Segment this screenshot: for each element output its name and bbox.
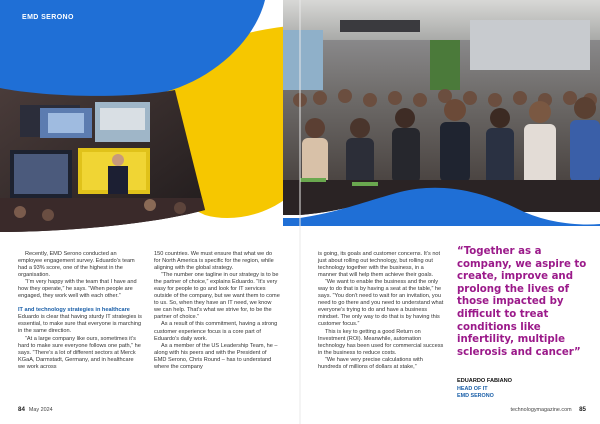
footer-left bbox=[18, 406, 53, 413]
paragraph: This is key to getting a good Return on Investment (ROI). Meanwhile, automation technology has been used for commercial success in the business to reduce costs. bbox=[318, 328, 444, 356]
gutter bbox=[300, 0, 301, 424]
body-column-2 bbox=[154, 251, 280, 371]
body-column-3 bbox=[318, 251, 444, 371]
role-line: HEAD OF IT bbox=[457, 386, 488, 392]
stage-photo bbox=[0, 85, 210, 238]
brand-label: EMD SERONO bbox=[22, 14, 74, 21]
paragraph: “We want to enable the business and the only way to do that is by having a seat at the table,” he says. “You don’t need to wait for an invitation, you need to go there and you need to understand what everyone’s trying to do and have a business mindset. The only way to do that is by having this customer focus.” bbox=[318, 279, 444, 328]
paragraph: 150 countries. We must ensure that what we do for North America is specific for the region, while aligning with the global strategy. bbox=[154, 251, 274, 272]
paragraph: Recently, EMD Serono conducted an employee engagement survey. Eduardo’s team had a 93% score, one of the highest in the organisation. bbox=[18, 251, 135, 279]
footer-right bbox=[510, 406, 586, 413]
paragraph: Eduardo is clear that having sturdy IT strategies is essential, to make sure that everyone is marching in the same direction. bbox=[18, 314, 142, 335]
paragraph: As a result of this commitment, having a strong customer experience focus is a core part of Eduardo’s daily work. bbox=[154, 321, 278, 342]
paragraph: is going, its goals and customer concerns. It’s not just about rolling out technology, but rolling out technology together with the business, in a manner that will help them achieve their goals. bbox=[318, 251, 441, 279]
audience-photo bbox=[283, 0, 600, 220]
paragraph: “We have very precise calculations with hundreds of millions of dollars at stake,” bbox=[318, 356, 423, 370]
quote-attribution-role bbox=[457, 386, 494, 399]
role-line: EMD SERONO bbox=[457, 392, 494, 399]
pull-quote: “Together as a company, we aspire to create, improve and prolong the lives of those impacted by difficult to treat conditions like infertility, multiple sclerosis and cancer” bbox=[457, 246, 587, 358]
issue-date: May 2024 bbox=[28, 407, 53, 413]
paragraph: “The number one tagline in our strategy is to be the partner of choice,” explains Eduardo. “It’s very easy for people to go and look for IT services outside of the company, but we want them to come to us. So, when they have an IT need, we know we can help. That’s what we strive for, to be the partner of choice.” bbox=[154, 272, 280, 321]
paragraph: “At a large company like ours, sometimes it’s hard to make sure everyone follows one path,” he says. “There’s a lot of different sectors at Merck KGaA, Darmstadt, Germany, and in healthcare we work across bbox=[18, 335, 141, 370]
page-number: 84 bbox=[18, 406, 25, 413]
quote-attribution-name: EDUARDO FABIANO bbox=[457, 378, 513, 384]
website: technologymagazine.com bbox=[510, 407, 572, 413]
page-number: 85 bbox=[579, 406, 586, 413]
paragraph: As a member of the US Leadership Team, he – along with his peers and with the President of EMD Serono, Chris Round – has to understand where the company bbox=[154, 342, 278, 370]
paragraph: “I’m very happy with the team that I have and how they operate,” he says. “When people are engaged, they work well with each other.” bbox=[18, 279, 137, 300]
body-column-1 bbox=[18, 251, 142, 371]
section-subheading: IT and technology strategies in healthcare bbox=[18, 307, 130, 314]
